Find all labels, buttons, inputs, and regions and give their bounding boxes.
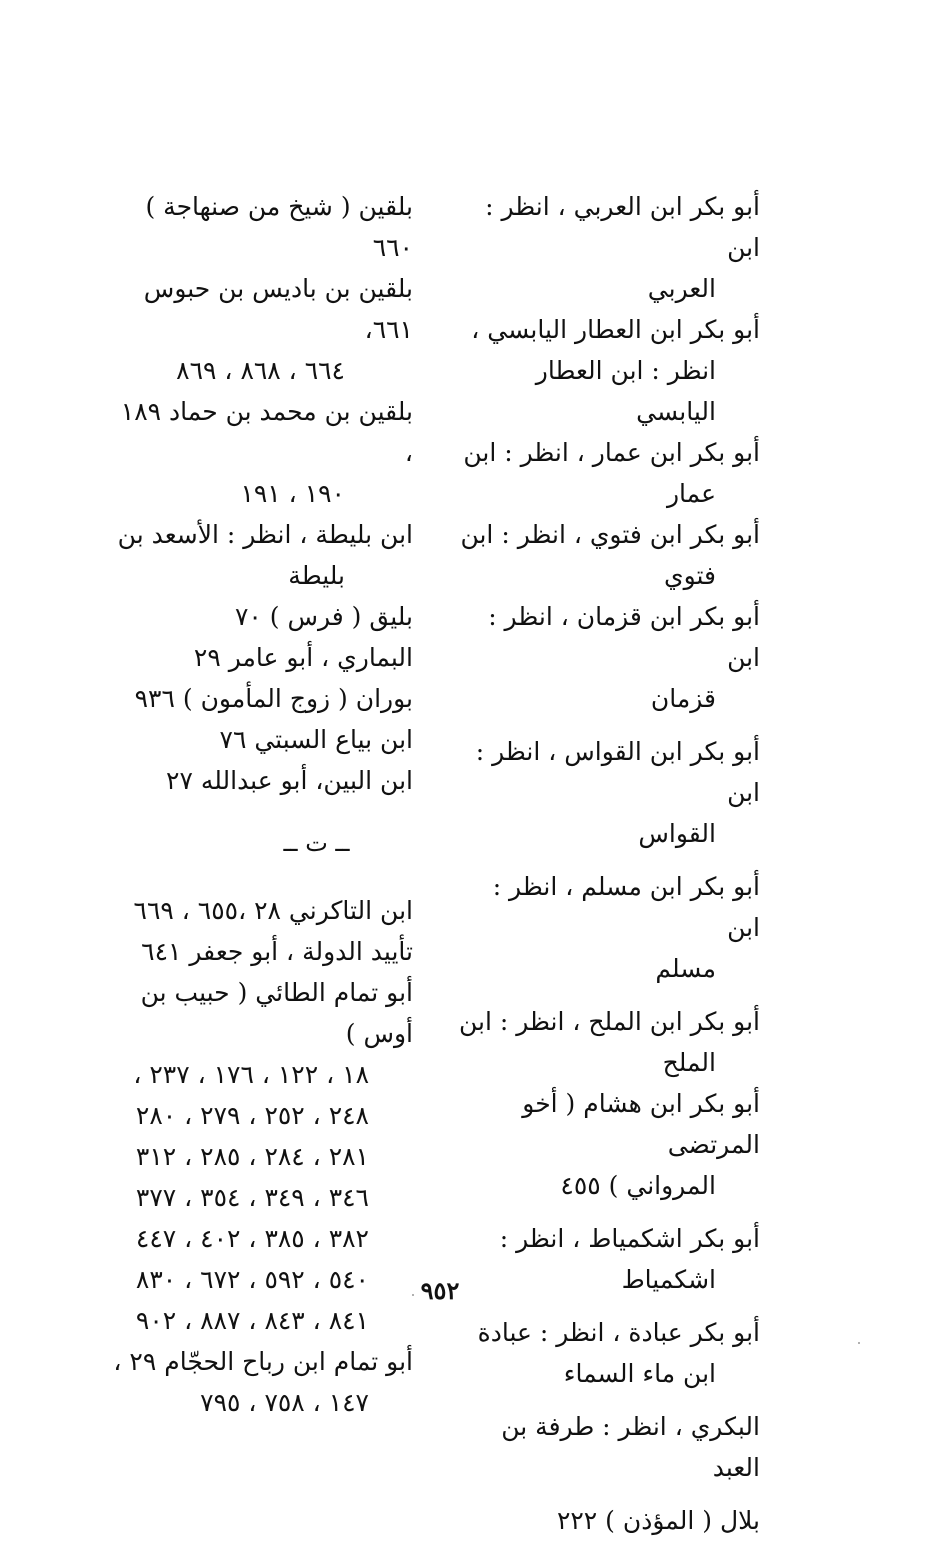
entry-continuation: انظر : ابن العطار اليابسي (535, 356, 716, 426)
entry-continuation: ١٩٠ ، ١٩١ (240, 479, 345, 508)
index-column-left (108, 186, 413, 1423)
index-entry (108, 514, 413, 596)
index-entry (455, 1312, 760, 1394)
entry-continuation: المرواني ) ٤٥٥ (560, 1171, 716, 1200)
section-letter-heading: ــ ت ــ (283, 829, 350, 857)
index-entry (455, 731, 760, 854)
entry-continuation: عمار (666, 479, 716, 508)
entry-text: أبو بكر ابن مسلم ، انظر : ابن (492, 872, 760, 942)
scan-speck (412, 1294, 414, 1296)
entry-text: بوران ( زوج المأمون ) ٩٣٦ (134, 684, 413, 713)
entry-text: أبو بكر ابن القواس ، انظر : ابن (475, 737, 760, 807)
entry-text: بلقين بن باديس بن حبوس ٦٦١، (143, 274, 413, 344)
entry-continuation: اشكمياط (621, 1265, 716, 1294)
entry-text: أبو بكر ابن عمار ، انظر : ابن (463, 438, 760, 467)
scan-speck (858, 1342, 860, 1344)
entry-continuation: قزمان (650, 684, 716, 713)
entry-text: أبو بكر ابن العربي ، انظر : ابن (485, 192, 760, 262)
entry-text: أبو بكر ابن قزمان ، انظر : ابن (488, 602, 760, 672)
index-entry (108, 637, 413, 678)
entry-continuation: الملح (662, 1048, 716, 1077)
entry-text: بلقين بن محمد بن حماد ١٨٩ ، (120, 397, 413, 467)
entry-continuation: مسلم (655, 954, 716, 983)
index-entry (455, 432, 760, 514)
entry-continuation: فتوي (664, 561, 716, 590)
index-entry (108, 972, 413, 1341)
entry-continuation: العربي (647, 274, 716, 303)
index-entry (455, 309, 760, 432)
entry-continuation: ٦٦٤ ، ٨٦٨ ، ٨٦٩ (176, 356, 345, 385)
page-ref-line: ٣٨٢ ، ٣٨٥ ، ٤٠٢ ، ٤٤٧ (135, 1224, 369, 1253)
entry-text: أبو تمام الطائي ( حبيب بن أوس ) (140, 978, 413, 1048)
page-number: ٩٥٢ (420, 1276, 460, 1305)
index-entry (455, 1001, 760, 1083)
index-entry (108, 1341, 413, 1423)
entry-continuation: القواس (638, 819, 716, 848)
index-entry (455, 866, 760, 989)
index-column-right (455, 186, 760, 1541)
index-entry (108, 391, 413, 514)
index-entry (455, 1500, 760, 1541)
entry-text: بلال ( المؤذن ) ٢٢٢ (556, 1506, 760, 1535)
entry-text: ابن التاكرني ٢٨ ،٦٥٥ ، ٦٦٩ (133, 896, 413, 925)
entry-text: أبو بكر ابن هشام ( أخو المرتضى (522, 1089, 760, 1159)
page-ref-line: ١٤٧ ، ٧٥٨ ، ٧٩٥ (200, 1388, 369, 1417)
page-ref-line: ٨٤١ ، ٨٤٣ ، ٨٨٧ ، ٩٠٢ (135, 1306, 369, 1335)
index-entry (455, 186, 760, 309)
entry-text: أبو بكر عبادة ، انظر : عبادة (477, 1318, 760, 1347)
page-ref-line: ١٨ ، ١٢٢ ، ١٧٦ ، ٢٣٧ ، (133, 1060, 369, 1089)
entry-text: ابن بياع السبتي ٧٦ (219, 725, 413, 754)
entry-text: بليق ( فرس ) ٧٠ (234, 602, 413, 631)
index-entry (108, 760, 413, 801)
index-entry (108, 931, 413, 972)
entry-text: ابن بليطة ، انظر : الأسعد بن (117, 520, 413, 549)
index-entry (108, 268, 413, 391)
page-ref-line: ٣٤٦ ، ٣٤٩ ، ٣٥٤ ، ٣٧٧ (135, 1183, 369, 1212)
index-entry (455, 1406, 760, 1488)
page-ref-line: ٥٤٠ ، ٥٩٢ ، ٦٧٢ ، ٨٣٠ (135, 1265, 369, 1294)
entry-text: أبو بكر ابن الملح ، انظر : ابن (458, 1007, 760, 1036)
entry-text: بلقين ( شيخ من صنهاجة ) ٦٦٠ (145, 192, 413, 262)
entry-text: أبو تمام ابن رباح الحجّام ٢٩ ، (113, 1347, 413, 1376)
entry-text: أبو بكر اشكمياط ، انظر : (499, 1224, 760, 1253)
index-entry (108, 719, 413, 760)
page-ref-line: ٢٤٨ ، ٢٥٢ ، ٢٧٩ ، ٢٨٠ (135, 1101, 369, 1130)
index-entry (108, 186, 413, 268)
entry-continuation: بليطة (288, 561, 345, 590)
entry-text: البماري ، أبو عامر ٢٩ (193, 643, 413, 672)
index-entry (455, 514, 760, 596)
entry-text: البكري ، انظر : طرفة بن العبد (501, 1412, 760, 1482)
index-entry (455, 596, 760, 719)
entry-text: تأييد الدولة ، أبو جعفر ٦٤١ (141, 937, 413, 966)
entry-continuation: ابن ماء السماء (563, 1359, 716, 1388)
entry-text: ابن البين، أبو عبدالله ٢٧ (166, 766, 413, 795)
entry-text: أبو بكر ابن العطار اليابسي ، (471, 315, 760, 344)
entry-text: أبو بكر ابن فتوي ، انظر : ابن (460, 520, 760, 549)
index-entry (455, 1218, 760, 1300)
index-entry (108, 890, 413, 931)
index-entry (455, 1083, 760, 1206)
index-entry (108, 678, 413, 719)
index-entry (108, 596, 413, 637)
page-ref-line: ٢٨١ ، ٢٨٤ ، ٢٨٥ ، ٣١٢ (135, 1142, 369, 1171)
